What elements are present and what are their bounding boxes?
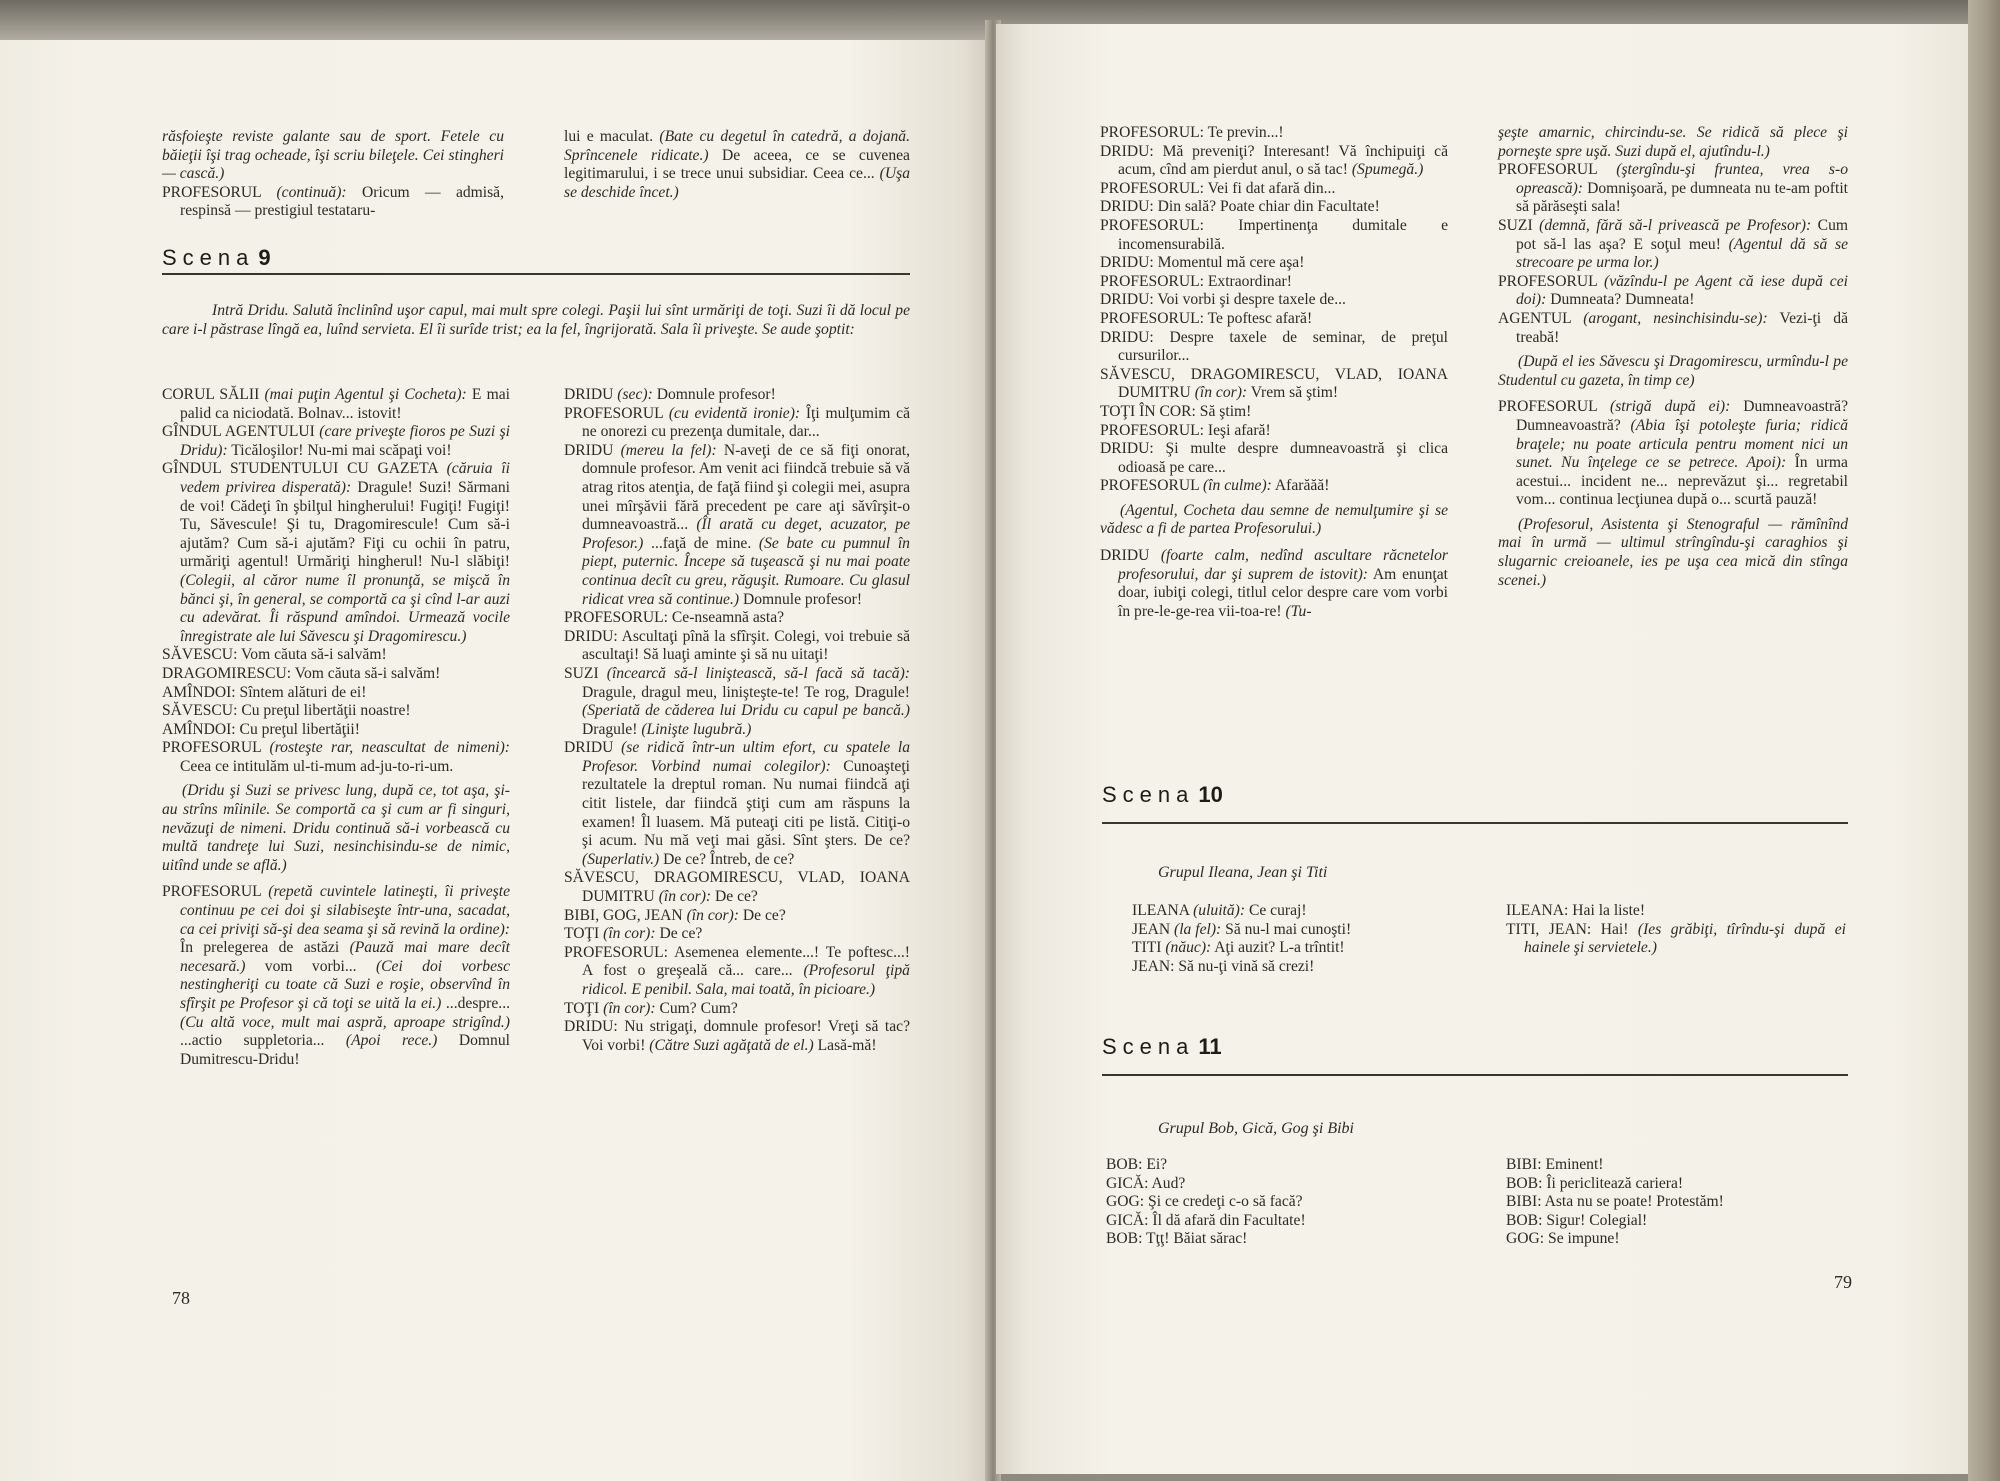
dialogue-text: Hai la liste! [1572, 902, 1646, 919]
dialogue-line [1132, 921, 1462, 940]
dialogue-line: BOB: Sigur! Colegial! [1506, 1211, 1648, 1229]
stage-direction-text: (După el ies Săvescu şi Dragomirescu, urmîndu-l pe Studentul cu gazeta, în timp ce) [1498, 353, 1848, 389]
stage-direction-inline: (strigă după ei): [1610, 398, 1731, 416]
scene-11-column-2 [1506, 1156, 1846, 1249]
speaker-name: DRIDU [1100, 328, 1150, 346]
stage-direction-inline: (Bate cu degetul în catedră, a dojană. Sprîncenele ridicate.) [564, 128, 911, 164]
stage-direction-inline: (Ies grăbiţi, tîrîndu-şi după ei hainele şi servietele.) [1524, 920, 1846, 957]
speaker-name: TOŢI ÎN COR [1100, 402, 1192, 420]
dialogue-line [1498, 398, 1848, 510]
dialogue-line: TOŢI ÎN COR: Să ştim! [1100, 402, 1252, 420]
speaker-name: GOG [1506, 1230, 1540, 1248]
dialogue-text: E mai palid ca niciodată. Bolnav... istovit! [180, 386, 510, 422]
stage-direction-inline: (Abia îşi potoleşte furia; ridică braţele; nu poate articula pentru moment nici un sunet. Nu înţelege ce se petrece. Apoi): [1516, 416, 1848, 472]
dialogue-line [1132, 939, 1462, 958]
dialogue-text: N-aveţi de ce să fiţi onorat, domnule profesor. Am venit aci fiindcă trebuie să vă atrag ritos atenţia, de faţă fiind şi colegii mei, asupra unei mîrşăvii fără precedent pe care aţi săvîrşit-o dumneavoastră... [582, 441, 910, 534]
stage-direction-inline: (Apoi rece.) [345, 1032, 438, 1050]
dialogue-text: Dragule! Suzi! Sărmani de voi! Cădeţi în şbilţul hingherului! Fugiţi! Fugiţi! Tu, Săvescule! Şi tu, Dragomirescule! Cum să-i ajutăm? Cum să-i ajutăm? Fiţi cu ochii în patru, urmăriţi agentul! Urmăriţi hingherul! Nu-l slăbiţi! [180, 478, 510, 571]
speaker-name: BOB [1106, 1230, 1139, 1248]
dialogue-line [564, 386, 910, 405]
speaker-name: ILEANA [1132, 902, 1190, 919]
dialogue-text: Ticăloşilor! Nu-mi mai scăpaţi voi! [231, 441, 452, 459]
dialogue-line: PROFESORUL: Extraordinar! [1100, 272, 1292, 290]
dialogue-line [162, 739, 510, 776]
dialogue-line: SĂVESCU: Cu preţul libertăţii noastre! [162, 702, 411, 720]
stage-direction [1498, 516, 1848, 590]
dialogue-text: Voi vorbi şi despre taxele de... [1157, 291, 1346, 309]
dialogue-text: Nu strigaţi, domnule profesor! Vreţi să tac? Voi vorbi! [582, 1018, 910, 1054]
stage-direction-inline: (repetă cuvintele latineşti, îi priveşte continuu pe cei doi şi silabiseşte într-una, sacadat, ca cei priviţi să-şi dea seama şi să revină la ordine): [180, 883, 510, 938]
dialogue-text: Să nu-l mai cunoşti! [1225, 920, 1352, 938]
speaker-name: PROFESORUL [564, 404, 664, 422]
speaker-name: DRIDU [1100, 254, 1150, 272]
dialogue-text: În urma acestui... incident ne... neprevăzut şi... regretabil vom... continua lecţiunea după o... scurtă pauză! [1516, 454, 1848, 509]
dialogue-text: Îl dă afară din Facultate! [1152, 1211, 1306, 1229]
scene-10-column-1 [1132, 902, 1462, 976]
dialogue-text: Dumneata? Dumneata! [1550, 291, 1695, 309]
dialogue-line [564, 1000, 910, 1019]
scene-11-heading [1102, 1034, 1222, 1060]
dialogue-line: GOG: Se impune! [1506, 1230, 1620, 1248]
dialogue-text: Cum pot să-l las aşa? E soţul meu! [1516, 216, 1848, 253]
dialogue-text: ...faţă de mine. [651, 534, 752, 552]
dialogue-text: Sîntem alături de ei! [239, 683, 367, 701]
scene-9-heading [162, 245, 271, 271]
speaker-name: DRIDU [1100, 198, 1150, 216]
stage-direction-inline: (mereu la fel): [620, 441, 717, 459]
speaker-name: PROFESORUL [1100, 124, 1200, 141]
dialogue-line [1498, 310, 1848, 347]
dialogue-text: Ascultaţi pînă la sfîrşit. Colegi, voi trebuie să ascultaţi! Să luaţi aminte şi să nu uitaţi! [582, 627, 910, 664]
stage-direction-text: (Agentul, Cocheta dau semne de nemulţumire şi se vădesc a fi de partea Profesorului.) [1100, 501, 1448, 538]
speaker-name: DRIDU [564, 386, 614, 403]
stage-direction-inline: (în culme): [1202, 477, 1272, 495]
speaker-name: SĂVESCU [162, 646, 234, 664]
dialogue-text: Domnul Dumitrescu-Dridu! [180, 1032, 510, 1068]
stage-direction-inline: (Profesorul ţipă ridicol. E penibil. Sala, mai toată, în picioare.) [582, 962, 910, 998]
speaker-name: GOG [1106, 1193, 1140, 1211]
page-number-right: 79 [1834, 1272, 1852, 1292]
stage-direction-inline: (rosteşte rar, neascultat de nimeni): [269, 739, 510, 757]
speaker-name: TITI, JEAN [1506, 920, 1587, 938]
speaker-name: DRIDU [1100, 142, 1150, 160]
dialogue-line: DRIDU: Nu strigaţi, domnule profesor! Vreţi să tac? Voi vorbi! (Către Suzi agăţată de el.) Lasă-mă! [564, 1018, 910, 1054]
left-page [0, 40, 992, 1481]
stage-direction-inline: (se ridică într-un ultim efort, cu spatele la Profesor. Vorbind numai colegilor): [582, 739, 910, 775]
speaker-name: SĂVESCU, DRAGOMIRESCU, VLAD, IOANA DUMITRU [564, 869, 910, 906]
dialogue-text: Vrem să ştim! [1250, 384, 1339, 402]
dialogue-text: Ieşi afară! [1207, 421, 1271, 439]
dialogue-line: PROFESORUL: Ieşi afară! [1100, 421, 1271, 439]
speaker-name: DRIDU [564, 739, 614, 757]
dialogue-text: Vezi-ţi dă treabă! [1516, 309, 1849, 346]
stage-direction-inline: (Uşa se deschide încet.) [564, 165, 910, 201]
dialogue-text: De ce? Întreb, de ce? [663, 850, 795, 868]
dialogue-line: BOB: Tţţ! Băiat sărac! [1106, 1230, 1248, 1248]
stage-direction-inline: (în cor): [1194, 384, 1248, 402]
dialogue-text: Am enunţat doar, iubiţi colegi, titlul celor despre care vom vorbi în pre-le-ge-rea vii-toa-re! [1118, 565, 1448, 620]
speaker-name: SUZI [1498, 216, 1533, 234]
speaker-name: BOB [1506, 1211, 1539, 1229]
stage-direction-text: (Dridu şi Suzi se privesc lung, după ce, tot aşa, şi-au strîns mîinile. Se comportă ca şi cum ar fi singuri, nevăzuţi de nimeni. Dridu continuă să-i vorbească cu multă tandreţe lui Suzi, nesinchisindu-se de nimic, uitînd unde se află.) [162, 782, 510, 874]
dialogue-text: ...actio suppletoria... [180, 1032, 325, 1050]
dialogue-line [564, 869, 910, 906]
dialogue-line: DRIDU: Şi multe despre dumneavoastră şi clica odioasă pe care... [1100, 440, 1448, 476]
continued-text [1498, 124, 1848, 161]
speaker-name: PROFESORUL [1100, 216, 1200, 234]
dialogue-text: Dragule, dragul meu, linişteşte-te! Te rog, Dragule! [582, 683, 910, 701]
speaker-name: PROFESORUL [162, 739, 262, 757]
dialogue-line: DRIDU: Despre taxele de seminar, de preţul cursurilor... [1100, 328, 1449, 365]
speaker-name: GICĂ [1106, 1211, 1145, 1229]
speaker-name: PROFESORUL [1498, 161, 1598, 179]
dialogue-text: Domnişoară, pe dumneata nu te-am poftit să părăseşti sala! [1516, 179, 1848, 216]
dialogue-line: PROFESORUL: Impertinenţa dumitale e incomensurabilă. [1100, 216, 1448, 253]
speaker-name: BIBI [1506, 1156, 1538, 1173]
speaker-name: TOŢI [564, 999, 600, 1017]
dialogue-text: ...despre... [445, 995, 510, 1012]
dialogue-text: vom vorbi... [264, 957, 357, 975]
dialogue-line [564, 665, 910, 739]
stage-direction-inline: (sec): [617, 386, 653, 403]
dialogue-text: Cu preţul libertăţii noastre! [241, 702, 411, 720]
stage-direction-text: (Profesorul, Asistenta şi Stenograful — rămînînd mai în urmă — ultimul strîngîndu-şi caraghios şi slugarnic creioanele, ies pe uşa cea mică din stînga scenei.) [1498, 515, 1848, 589]
dialogue-text: De aceea, ce se cuvenea legitimarului, i se trece unui subsidiar. Ceea ce... [564, 146, 910, 183]
stage-direction-inline: (încearcă să-l liniştească, să-l facă să tacă): [606, 664, 910, 682]
speaker-name: DRIDU [1100, 547, 1150, 565]
stage-direction-inline: (Agentul dă să se strecoare pe urma lor.) [1516, 235, 1848, 272]
dialogue-text: Mă preveniţi? Interesant! Vă închipuiţi că acum, cînd am pierdut anul, o să tac! [1118, 142, 1448, 179]
speaker-name: PROFESORUL [1100, 309, 1200, 327]
scene-number: 9 [258, 245, 271, 270]
scene-9-rule [162, 273, 910, 275]
dialogue-line: PROFESORUL: Asemenea elemente...! Te poftesc...! A fost o greşeală că... care... (Profesorul ţipă ridicol. E penibil. Sala, mai toată, în picioare.) [564, 943, 910, 998]
speaker-name: PROFESORUL [1100, 272, 1200, 290]
continued-direction: şeşte amarnic, chircindu-se. Se ridică să plece şi porneşte spre uşă. Suzi după el, ajutîndu-l.) [1498, 124, 1848, 160]
stage-direction-inline: (mai puţin Agentul şi Cocheta): [264, 386, 467, 403]
speaker-name: DRIDU [564, 441, 614, 459]
dialogue-line [162, 460, 510, 646]
dialogue-text: De ce? [659, 925, 703, 943]
dialogue-text: Îţi mulţumim că ne onorezi cu prezenţa dumitale, dar... [582, 404, 910, 441]
dialogue-text: De ce? [715, 888, 758, 906]
speaker-name: DRIDU [564, 1018, 614, 1036]
speaker-name: DRIDU [564, 627, 614, 645]
speaker-name: TOŢI [564, 925, 600, 943]
dialogue-text: Să nu-ţi vină să crezi! [1178, 957, 1315, 975]
speaker-name: SĂVESCU, DRAGOMIRESCU, VLAD, IOANA DUMITRU [1100, 365, 1448, 402]
dialogue-line [162, 184, 504, 221]
dialogue-line: AMÎNDOI: Cu preţul libertăţii! [162, 720, 360, 738]
dialogue-text: Sigur! Colegial! [1546, 1211, 1648, 1229]
scene-10-column-2 [1506, 902, 1846, 958]
speaker-name: GÎNDUL STUDENTULUI CU GAZETA [162, 460, 438, 478]
stage-direction [1100, 502, 1448, 539]
speaker-name: TITI [1132, 939, 1162, 957]
stage-direction [1498, 353, 1848, 390]
stage-direction-inline: (foarte calm, nedînd ascultare răcnetelor profesorului, dar şi suprem de istovit): [1118, 547, 1448, 583]
dialogue-line: DRAGOMIRESCU: Vom căuta să-i salvăm! [162, 664, 441, 682]
speaker-name: ILEANA [1506, 902, 1565, 919]
dialogue-line [564, 405, 910, 442]
dialogue-text: Cu preţul libertăţii! [239, 720, 360, 738]
dialogue-text: Asemenea elemente...! Te poftesc...! A fost o greşeală că... care... [582, 943, 910, 980]
stage-direction-inline: (Pauză mai mare decît necesară.) [180, 939, 510, 975]
dialogue-line [1498, 217, 1848, 273]
stage-direction-inline: (în cor): [603, 999, 656, 1017]
book-cover-edge [1968, 0, 2000, 1481]
dialogue-line: TITI, JEAN: Hai! (Ies grăbiţi, tîrîndu-şi după ei hainele şi servietele.) [1506, 920, 1846, 957]
dialogue-line: GICĂ: Aud? [1106, 1174, 1186, 1192]
right-column-1 [1100, 124, 1448, 621]
stage-direction-inline: (Spumegă.) [1351, 161, 1424, 179]
scene-11-group: Grupul Bob, Gică, Gog şi Bibi [1158, 1120, 1354, 1137]
dialogue-text: lui e maculat. [564, 128, 654, 145]
stage-direction-inline: (demnă, fără să-l privească pe Profesor): [1539, 216, 1812, 234]
speaker-name: BOB [1506, 1174, 1539, 1192]
stage-direction-text: răsfoieşte reviste galante sau de sport. Fetele cu băieţii îşi trag ocheade, îşi scriu bileţele. Cei stingheri — cască.) [162, 128, 504, 183]
scene-9-intro: Intră Dridu. Salută înclinînd uşor capul, mai mult spre colegi. Paşii lui sînt urmăriţi de toţi. Suzi îi dă locul pe care i-l păstrase lîngă ea, luînd servieta. El îi surîde trist; ea la fel, îngrijorată. Sala îi priveşte. Se aude şoptit: [162, 302, 910, 338]
dialogue-text: Din sală? Poate chiar din Facultate! [1157, 198, 1380, 216]
stage-direction [162, 128, 504, 184]
stage-direction-inline: (văzîndu-l pe Agent că iese după cei doi): [1516, 272, 1848, 309]
dialogue-line [1100, 366, 1448, 403]
continued-text [564, 128, 910, 202]
speaker-name: AGENTUL [1498, 309, 1572, 327]
stage-direction-inline: (Speriată de căderea lui Dridu cu capul pe bancă.) [582, 702, 910, 720]
dialogue-line: JEAN: Să nu-ţi vină să crezi! [1132, 957, 1315, 975]
scene-10-group: Grupul Ileana, Jean şi Titi [1158, 864, 1328, 881]
speaker-name: AMÎNDOI [162, 683, 232, 701]
dialogue-text: Se impune! [1548, 1230, 1620, 1248]
dialogue-line [564, 907, 910, 926]
dialogue-text: Să ştim! [1199, 402, 1252, 420]
dialogue-text: În prelegerea de astăzi [180, 939, 340, 957]
dialogue-line [564, 925, 910, 944]
speaker-name: DRIDU [1100, 291, 1150, 309]
dialogue-line: AMÎNDOI: Sîntem alături de ei! [162, 683, 367, 701]
dialogue-text: Asta nu se poate! Protestăm! [1544, 1193, 1724, 1211]
stage-direction-inline: (Se bate cu pumnul în piept, puternic. Începe să tuşească şi nu mai poate continua decît cu greu, răguşit. Rumoare. Cu glasul ridicat vrea să continue.) [582, 534, 910, 608]
dialogue-line: BIBI: Asta nu se poate! Protestăm! [1506, 1193, 1724, 1211]
dialogue-text: Eminent! [1545, 1156, 1604, 1173]
speaker-name: AMÎNDOI [162, 720, 232, 738]
dialogue-line [1100, 547, 1448, 621]
right-column-2 [1498, 124, 1848, 598]
stage-direction-inline: (Linişte lugubră.) [641, 720, 752, 738]
dialogue-line [162, 386, 510, 423]
dialogue-line: SĂVESCU: Vom căuta să-i salvăm! [162, 646, 387, 664]
dialogue-text: Vom căuta să-i salvăm! [294, 664, 441, 682]
speaker-name: PROFESORUL [1100, 477, 1200, 495]
speaker-name: PROFESORUL [564, 943, 664, 961]
dialogue-line: BOB: Ei? [1106, 1156, 1168, 1173]
dialogue-text: Extraordinar! [1207, 272, 1292, 290]
page-number-left: 78 [172, 1288, 190, 1308]
speaker-name: PROFESORUL [162, 883, 262, 901]
dialogue-text: Cum? Cum? [659, 999, 738, 1017]
stage-direction-inline: (în cor): [603, 925, 656, 943]
dialogue-line: PROFESORUL: Vei fi dat afară din... [1100, 179, 1336, 197]
dialogue-text: Afarăăă! [1274, 477, 1330, 495]
speaker-name: JEAN [1132, 920, 1171, 938]
scene-label: Scena [1102, 1034, 1195, 1059]
speaker-name: JEAN [1132, 957, 1171, 975]
stage-direction-inline: (în cor): [686, 906, 739, 924]
speaker-name: BIBI, GOG, JEAN [564, 906, 683, 924]
dialogue-line: PROFESORUL: Te poftesc afară! [1100, 309, 1313, 327]
dialogue-text: Dragule! [582, 720, 638, 738]
dialogue-text: Lasă-mă! [817, 1036, 877, 1054]
dialogue-text: Şi multe despre dumneavoastră şi clica odioasă pe care... [1118, 440, 1448, 476]
speaker-name: SĂVESCU [162, 702, 234, 720]
speaker-name: DRAGOMIRESCU [162, 664, 287, 682]
dialogue-text: Domnule profesor! [742, 590, 863, 608]
dialogue-line: DRIDU: Voi vorbi şi despre taxele de... [1100, 291, 1346, 309]
dialogue-text: Ce-nseamnă asta? [671, 609, 785, 627]
scene-11-rule [1102, 1074, 1848, 1076]
dialogue-line: DRIDU: Ascultaţi pînă la sfîrşit. Colegi, voi trebuie să ascultaţi! Să luaţi aminte şi să nu uitaţi! [564, 627, 910, 664]
dialogue-line [1132, 902, 1462, 921]
dialogue-line [1498, 161, 1848, 217]
dialogue-line [162, 883, 510, 1069]
dialogue-text: Vei fi dat afară din... [1207, 179, 1336, 197]
dialogue-text: Impertinenţa dumitale e incomensurabilă. [1118, 216, 1448, 253]
dialogue-line: DRIDU: Momentul mă cere aşa! [1100, 254, 1305, 272]
scene-10-heading [1102, 782, 1223, 808]
scene-number: 11 [1198, 1034, 1222, 1059]
dialogue-text: Ce curaj! [1248, 902, 1307, 919]
dialogue-text: Momentul mă cere aşa! [1157, 254, 1305, 272]
stage-direction-inline: (Îl arată cu deget, acuzator, pe Profesor.) [582, 516, 910, 552]
dialogue-text: Te poftesc afară! [1207, 309, 1313, 327]
dialogue-text: Oricum — admisă, respinsă — prestigiul testataru- [180, 183, 505, 220]
dialogue-line: DRIDU: Din sală? Poate chiar din Facultate! [1100, 198, 1380, 216]
scene-label: Scena [1102, 782, 1195, 807]
dialogue-line: GICĂ: Îl dă afară din Facultate! [1106, 1211, 1306, 1229]
dialogue-line [1498, 273, 1848, 310]
dialogue-line [564, 739, 910, 869]
stage-direction [162, 782, 510, 875]
stage-direction-inline: (căruia îi vedem privirea disperată): [180, 460, 510, 496]
left-top-column-1 [162, 128, 504, 221]
stage-direction-inline: (Superlativ.) [582, 850, 660, 868]
stage-direction-inline: (cu evidentă ironie): [668, 404, 801, 422]
dialogue-text: Îi periclitează cariera! [1546, 1174, 1684, 1192]
left-column-1 [162, 386, 510, 1069]
dialogue-line: PROFESORUL: Ce-nseamnă asta? [564, 609, 785, 627]
left-top-column-2 [564, 128, 910, 202]
dialogue-text: Domnule profesor! [656, 386, 776, 403]
stage-direction-inline: (ştergîndu-şi fruntea, vrea s-o oprească): [1516, 161, 1848, 197]
dialogue-line: ILEANA: Hai la liste! [1506, 902, 1646, 919]
speaker-name: PROFESORUL [1498, 398, 1598, 416]
stage-direction-inline: (care priveşte fioros pe Suzi şi Dridu): [180, 423, 510, 459]
speaker-name: BOB [1106, 1156, 1139, 1173]
speaker-name: PROFESORUL [1498, 272, 1598, 290]
dialogue-text: Cunoaşteţi rezultatele la dreptul roman. Nu numai fiindcă aţi citit listele, dar fiindcă ştiţi cum am răspuns la examen! Îl luasem. Mă puteaţi citi pe listă. Citiţi-o şi acum. Nu mă veţi mai găsi. Sînt şters. De ce? [582, 757, 910, 850]
dialogue-text: Despre taxele de seminar, de preţul cursurilor... [1118, 328, 1449, 365]
speaker-name: GICĂ [1106, 1174, 1145, 1192]
speaker-name: DRIDU [1100, 440, 1150, 458]
stage-direction-inline: (continuă): [276, 183, 347, 201]
dialogue-line: PROFESORUL: Te previn...! [1100, 124, 1284, 141]
speaker-name: PROFESORUL [1100, 421, 1200, 439]
dialogue-text: De ce? [742, 906, 786, 924]
dialogue-text: Tţţ! Băiat sărac! [1146, 1230, 1248, 1248]
speaker-name: PROFESORUL [564, 609, 664, 627]
scene-label: Scena [162, 245, 255, 270]
speaker-name: PROFESORUL [1100, 179, 1200, 197]
speaker-name: BIBI [1506, 1193, 1538, 1211]
stage-direction-inline: (uluită): [1193, 902, 1246, 919]
dialogue-line [564, 442, 910, 609]
dialogue-line: BIBI: Eminent! [1506, 1156, 1604, 1173]
dialogue-text: Şi ce credeţi c-o să facă? [1148, 1193, 1303, 1211]
speaker-name: PROFESORUL [162, 183, 262, 201]
dialogue-text: Aţi auzit? L-a trîntit! [1214, 939, 1345, 957]
scene-11-column-1 [1106, 1156, 1446, 1249]
speaker-name: GÎNDUL AGENTULUI [162, 423, 315, 441]
dialogue-text: Ceea ce intitulăm ul-ti-mum ad-ju-to-ri-um. [180, 757, 454, 775]
stage-direction-inline: (Către Suzi agăţată de el.) [649, 1036, 814, 1054]
dialogue-line: GOG: Şi ce credeţi c-o să facă? [1106, 1193, 1303, 1211]
stage-direction-inline: (năuc): [1165, 939, 1212, 957]
dialogue-line [162, 423, 510, 460]
dialogue-line: DRIDU: Mă preveniţi? Interesant! Vă închipuiţi că acum, cînd am pierdut anul, o să tac! (Spumegă.) [1100, 142, 1448, 179]
stage-direction-inline: (la fel): [1174, 920, 1222, 938]
stage-direction-inline: (Colegii, al căror nume îl pronunţă, se mişcă în bănci şi, în general, se comportă ca şi cînd l-ar auzi cu adevărat. Îi răspund amîndoi. Urmează vocile înregistrate ale lui Săvescu şi Dragomirescu.) [180, 571, 510, 645]
scene-10-rule [1102, 822, 1848, 824]
right-page [996, 24, 1970, 1474]
dialogue-text: Ei? [1146, 1156, 1168, 1173]
stage-direction-inline: (arogant, nesinchisindu-se): [1583, 309, 1768, 327]
left-column-2 [564, 386, 910, 1055]
dialogue-text: Hai! [1600, 920, 1629, 938]
speaker-name: CORUL SĂLII [162, 386, 260, 403]
stage-direction-inline: (în cor): [658, 888, 712, 906]
scene-number: 10 [1198, 782, 1223, 807]
dialogue-text: Aud? [1151, 1174, 1186, 1192]
stage-direction-inline: (Tu- [1285, 602, 1312, 620]
dialogue-line [1100, 477, 1448, 496]
dialogue-text: Te previn...! [1207, 124, 1284, 141]
stage-direction-inline: (Cei doi vorbesc nestingheriţi cu toate că Suzi e roşie, observînd în sfîrşit pe Profesor şi că toţi se uită la ei.) [180, 957, 510, 1012]
dialogue-text: Vom căuta să-i salvăm! [241, 646, 387, 664]
dialogue-line: BOB: Îi periclitează cariera! [1506, 1174, 1684, 1192]
stage-direction-inline: (Cu altă voce, mult mai aspră, aproape strigînd.) [180, 1013, 510, 1031]
speaker-name: SUZI [564, 664, 599, 682]
dialogue-text: Dumneavoastră? Dumneavoastră? [1516, 398, 1849, 434]
